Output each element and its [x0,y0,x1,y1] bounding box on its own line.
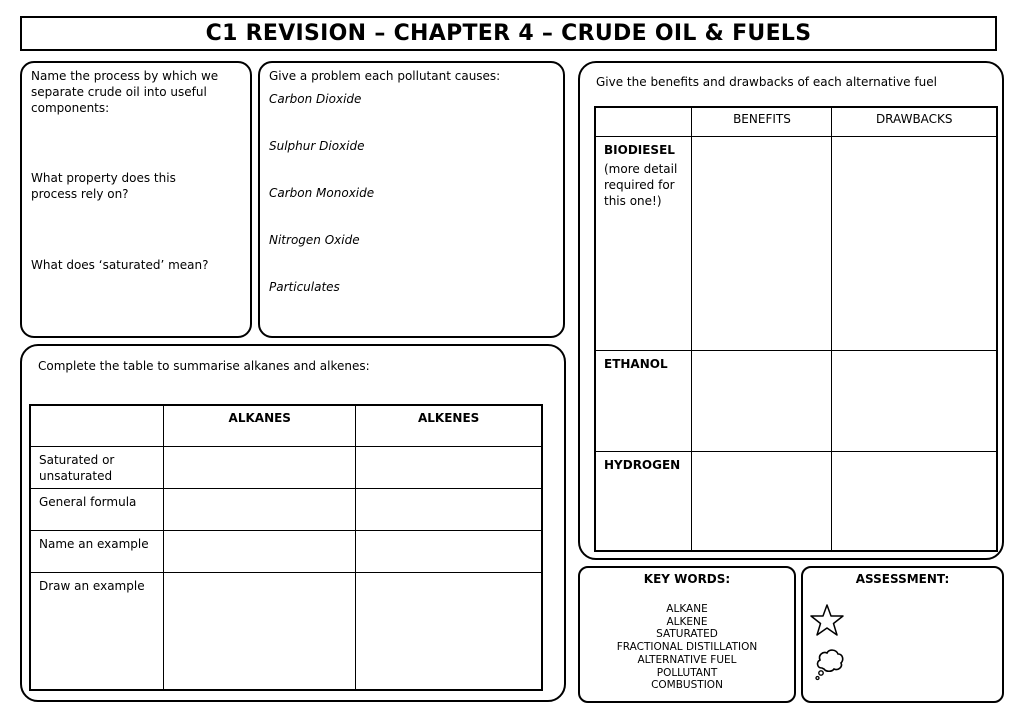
thought-cloud-icon [813,646,845,682]
answer-cell[interactable] [356,488,542,530]
key-words-list [580,603,794,692]
alternative-fuels-table [594,106,998,552]
star-icon [809,603,845,637]
fuel-header-blank [595,107,692,136]
pollutant-sulphur-dioxide: Sulphur Dioxide [269,139,365,153]
distillation-question-process: Name the process by which we separate crude oil into useful components: [31,69,219,115]
table-row [30,488,542,530]
row-label-saturated: Saturated or unsaturated [30,446,164,488]
key-word: ALTERNATIVE FUEL [637,653,737,666]
pollutants-panel [258,61,565,338]
row-label-draw-example: Draw an example [30,572,164,690]
answer-cell[interactable] [832,350,997,451]
answer-cell[interactable] [692,451,832,551]
key-words-title: KEY WORDS: [643,572,731,586]
fuel-label-biodiesel [595,136,692,350]
fuel-label-ethanol [595,350,692,451]
alkanes-prompt: Complete the table to summarise alkanes and alkenes: [38,359,370,373]
answer-cell[interactable] [356,446,542,488]
table-header-alkenes: ALKENES [356,405,542,446]
answer-cell[interactable] [164,530,356,572]
answer-cell[interactable] [164,488,356,530]
fuel-note: (more detail required for this one!) [604,161,678,208]
fuel-name: HYDROGEN [604,457,681,472]
row-label-general-formula: General formula [30,488,164,530]
pollutants-prompt: Give a problem each pollutant causes: [269,69,501,83]
key-word: ALKENE [666,615,708,628]
answer-cell[interactable] [356,572,542,690]
distillation-question-property: What property does this process rely on? [31,171,176,201]
pollutant-nitrogen-oxide: Nitrogen Oxide [269,233,360,247]
page-title: C1 REVISION – CHAPTER 4 – CRUDE OIL & FUELS [205,21,812,46]
fuel-header-benefits: BENEFITS [692,107,832,136]
answer-cell[interactable] [692,136,832,350]
answer-cell[interactable] [832,451,997,551]
fuel-label-hydrogen [595,451,692,551]
key-words-panel [578,566,796,703]
key-word: POLLUTANT [656,666,718,679]
answer-cell[interactable] [832,136,997,350]
alkanes-alkenes-table [29,404,543,691]
answer-cell[interactable] [164,446,356,488]
answer-cell[interactable] [356,530,542,572]
title-banner [20,16,997,51]
table-row [30,572,542,690]
answer-cell[interactable] [164,572,356,690]
pollutant-particulates: Particulates [269,280,340,294]
table-row [595,136,997,350]
pollutant-carbon-monoxide: Carbon Monoxide [269,186,375,200]
assessment-panel [801,566,1004,703]
fuel-name: BIODIESEL [604,142,675,157]
fuels-prompt: Give the benefits and drawbacks of each alternative fuel [596,75,937,89]
key-word: FRACTIONAL DISTILLATION [616,641,758,654]
alternative-fuels-panel [578,61,1004,560]
table-row [595,451,997,551]
distillation-panel [20,61,252,338]
row-label-name-example: Name an example [30,530,164,572]
answer-cell[interactable] [692,350,832,451]
table-row [30,446,542,488]
key-word: ALKANE [666,603,708,615]
assessment-title: ASSESSMENT: [855,572,950,586]
key-word: COMBUSTION [651,679,723,692]
fuel-name: ETHANOL [604,356,668,371]
table-header-alkanes: ALKANES [164,405,356,446]
fuel-header-drawbacks: DRAWBACKS [832,107,997,136]
table-header-blank [30,405,164,446]
table-row [30,530,542,572]
distillation-question-saturated: What does ‘saturated’ mean? [31,258,209,272]
alkanes-alkenes-panel [20,344,566,702]
key-word: SATURATED [656,628,718,641]
table-row [595,350,997,451]
pollutant-carbon-dioxide: Carbon Dioxide [269,92,362,106]
